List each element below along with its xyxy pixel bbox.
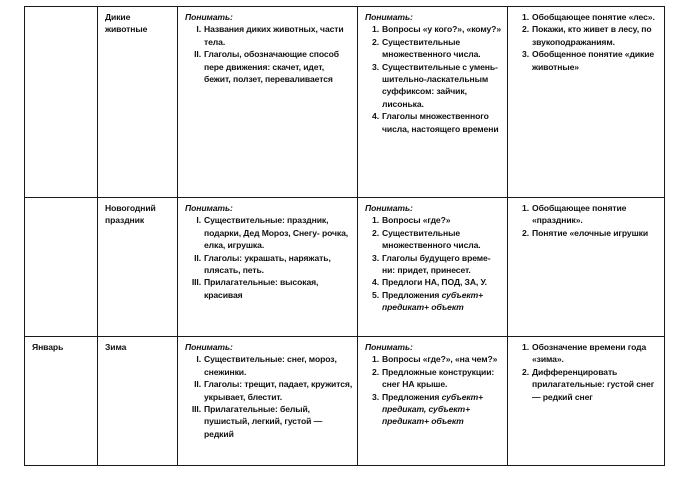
item-number: 1. [372,24,379,35]
item-number: III. [191,404,201,415]
plan-table [24,6,665,466]
item-number: 3. [372,252,379,263]
item-text-plain: Глаголы: украшать, наряжать, плясать, петь. [204,252,331,276]
list-item [185,252,353,277]
lexical-cell [508,337,665,466]
item-number: I. [196,215,201,226]
table-row [25,198,665,337]
item-text [532,227,660,239]
item-number: I. [196,24,201,35]
item-text-plain: Обозначение времени года «зима». [532,342,647,365]
vocab-cell [178,7,358,198]
item-text [382,366,503,391]
item-text [532,48,660,73]
item-number: 1. [372,215,379,226]
list-item [365,252,503,277]
lexical-list [515,341,660,403]
lexical-cell [508,7,665,198]
list-item [365,391,503,428]
item-text [204,48,353,85]
item-text-plain: Существительные множественного числа. [382,227,481,251]
item-text-plain: Существительные множественного числа. [382,36,481,60]
item-number: 1. [372,354,379,365]
list-item [515,48,660,73]
item-text-plain: Существительные: снег, мороз, снежинки. [204,354,337,377]
table-row [25,337,665,466]
item-text-italic: субъект+ предикат, субъект+ предикат+ объект [382,391,484,427]
item-text-plain: Прилагательные: высокая, красивая [204,277,319,300]
list-item [365,214,503,226]
vocab-list [185,214,353,301]
item-text [382,252,503,277]
item-number: I. [196,354,201,365]
table-row [25,7,665,198]
item-number: 4. [372,111,379,122]
list-item [515,341,660,366]
item-number: 1. [522,203,529,213]
plan-table-body [25,7,665,466]
theme-cell: Новогодний праздник [98,198,178,337]
theme-cell: Зима [98,337,178,466]
vocab-heading: Понимать: [185,203,233,213]
item-text-plain: Покажи, кто живет в лесу, по звукоподражаниям. [532,24,652,47]
item-number: 1. [522,342,529,352]
item-text [532,23,660,48]
vocab-list [185,353,353,440]
item-text [204,403,353,440]
list-item [365,61,503,111]
list-item [365,353,503,365]
item-text-plain: Предложные конструкции: снег НА крыше. [382,366,495,390]
item-text-plain: Предложения [382,391,442,402]
list-item [365,276,503,288]
item-text [382,227,503,252]
theme-cell: Дикие животные [98,7,178,198]
vocab-heading: Понимать: [185,342,233,352]
list-item [185,214,353,251]
list-item [365,289,503,314]
item-number: 5. [372,289,379,300]
item-text-plain: Вопросы «где?» [382,215,451,226]
vocab-cell [178,198,358,337]
vocab-list [185,23,353,85]
list-item [185,276,353,301]
grammar-cell [358,337,508,466]
item-number: 1. [522,12,529,22]
item-text-plain: Глаголы, обозначающие способ пере движения: скачет, идет, бежит, ползет, переваливается [204,49,339,85]
item-number: II. [194,49,201,60]
vocab-cell [178,337,358,466]
item-text-plain: Обобщенное понятие «дикие животные» [532,49,655,72]
item-text [204,353,353,378]
item-text-plain: Обобщающее понятие «праздник». [532,203,627,226]
lexical-list [515,202,660,239]
month-cell: Январь [25,337,98,466]
item-number: 2. [522,24,529,35]
item-number: III. [191,277,201,288]
list-item [515,227,660,239]
list-item [185,353,353,378]
item-text [382,353,503,365]
lexical-list [515,11,660,73]
item-text [204,214,353,251]
item-text-plain: Глаголы будущего време- ни: придет, принесет. [382,252,491,276]
item-text-plain: Предложения [382,289,442,300]
list-item [365,227,503,252]
item-text [532,366,660,403]
item-text-plain: Прилагательные: белый, пушистый, легкий, густой — редкий [204,404,323,439]
item-text-plain: Предлоги НА, ПОД, ЗА, У. [382,277,487,288]
grammar-cell [358,7,508,198]
item-text-plain: Существительные с умень- шительно-ласкательным суффиксом: зайчик, лисонька. [382,61,498,109]
item-text [382,214,503,226]
list-item [365,110,503,135]
item-text [532,202,660,227]
item-text-plain: Обобщающее понятие «лес». [532,12,655,22]
item-text-plain: Глаголы: трещит, падает, кружится, укрывает, блестит. [204,379,353,402]
grammar-heading: Понимать: [365,203,413,213]
lexical-cell [508,198,665,337]
item-number: 2. [372,36,379,47]
list-item [515,23,660,48]
list-item [515,11,660,23]
item-text-italic: субъект+ предикат+ объект [382,289,484,313]
list-item [185,23,353,48]
month-cell [25,198,98,337]
item-number: 3. [372,391,379,402]
item-text [382,36,503,61]
item-text [204,252,353,277]
grammar-list [365,353,503,427]
item-number: 3. [372,61,379,72]
item-text [204,276,353,301]
item-number: 3. [522,49,529,60]
grammar-heading: Понимать: [365,342,413,352]
item-text [532,11,660,23]
item-number: 2. [522,227,529,238]
vocab-heading: Понимать: [185,12,233,22]
item-number: II. [194,252,201,263]
item-number: 4. [372,277,379,288]
item-text [382,391,503,428]
item-text [382,289,503,314]
item-text [382,276,503,288]
item-text-plain: Глаголы множественного числа, настоящего времени [382,111,499,134]
item-number: 2. [372,366,379,377]
list-item [365,36,503,61]
item-text-plain: Дифференцировать прилагательные: густой снег — редкий снег [532,366,655,402]
item-text-plain: Понятие «елочные игрушки [532,227,649,238]
item-text [204,378,353,403]
item-text [382,61,503,111]
item-text-plain: Вопросы «где?», «на чем?» [382,354,498,365]
item-text-plain: Названия диких животных, части тела. [204,24,344,47]
list-item [365,366,503,391]
item-number: 2. [372,227,379,238]
grammar-heading: Понимать: [365,12,413,22]
item-text [204,23,353,48]
list-item [185,403,353,440]
item-number: II. [194,379,201,390]
grammar-cell [358,198,508,337]
list-item [515,366,660,403]
item-number: 2. [522,366,529,377]
month-cell [25,7,98,198]
item-text-plain: Вопросы «у кого?», «кому?» [382,24,501,35]
list-item [515,202,660,227]
grammar-list [365,214,503,313]
list-item [185,378,353,403]
list-item [185,48,353,85]
list-item [365,23,503,35]
item-text [382,110,503,135]
item-text [382,23,503,35]
grammar-list [365,23,503,135]
item-text [532,341,660,366]
item-text-plain: Существительные: праздник, подарки, Дед Мороз, Снегу- рочка, елка, игрушка. [204,215,349,251]
